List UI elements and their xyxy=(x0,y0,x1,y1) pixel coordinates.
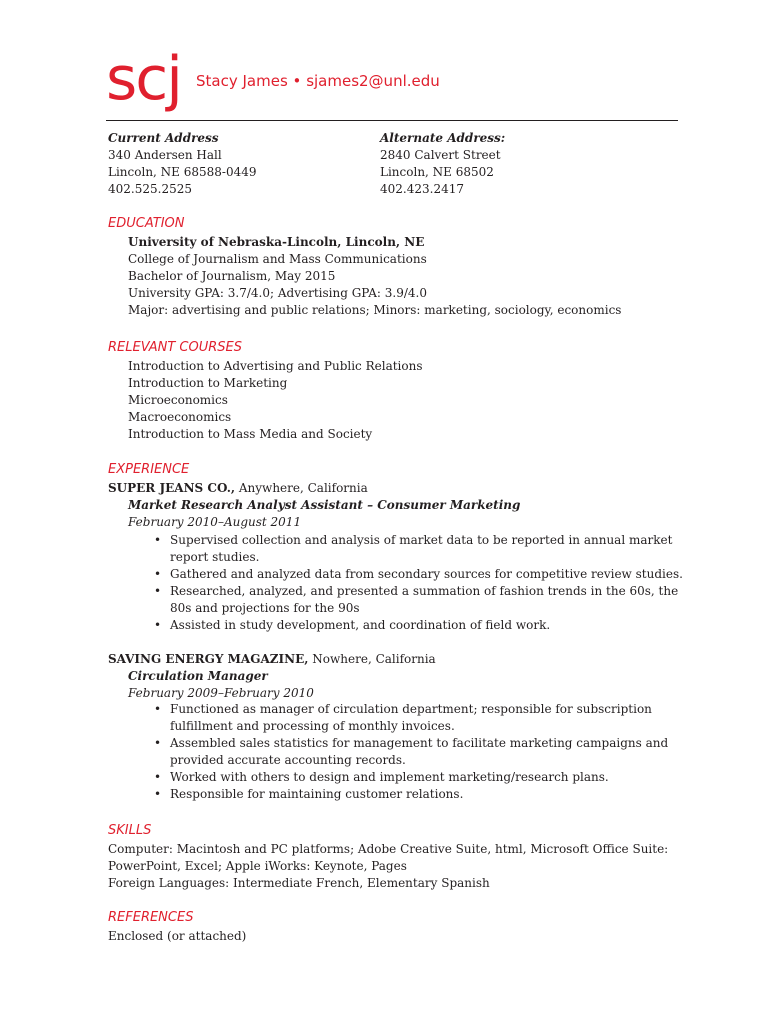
skills-line: Foreign Languages: Intermediate French, Elementary Spanish xyxy=(108,876,490,890)
job-title: Circulation Manager xyxy=(128,669,268,683)
job-company: SUPER JEANS CO., xyxy=(108,481,236,495)
monogram-logo: scj xyxy=(106,44,181,114)
alternate-address-label: Alternate Address: xyxy=(380,131,506,145)
education-line: University GPA: 3.7/4.0; Advertising GPA: 3.9/4.0 xyxy=(128,286,427,300)
education-heading: EDUCATION xyxy=(108,216,185,231)
job-dates: February 2010–August 2011 xyxy=(128,515,302,529)
job-bullets xyxy=(150,532,690,634)
references-heading: REFERENCES xyxy=(108,910,194,925)
job-bullet: • Assembled sales statistics for management to facilitate marketing campaigns and provided accurate accounting records. xyxy=(150,735,690,769)
alternate-address-line2: Lincoln, NE 68502 xyxy=(380,165,494,179)
job-company-line xyxy=(108,480,368,497)
current-address-phone: 402.525.2525 xyxy=(108,182,192,196)
alternate-address-line1: 2840 Calvert Street xyxy=(380,148,501,162)
skills-heading: SKILLS xyxy=(108,823,152,838)
course-item: Microeconomics xyxy=(128,393,228,407)
job-bullet: • Worked with others to design and implement marketing/research plans. xyxy=(150,769,690,786)
job-bullet: • Responsible for maintaining customer relations. xyxy=(150,786,690,803)
job-location: Anywhere, California xyxy=(235,481,368,495)
education-school: University of Nebraska-Lincoln, Lincoln, NE xyxy=(128,235,425,249)
current-address-line1: 340 Andersen Hall xyxy=(108,148,222,162)
current-address-label: Current Address xyxy=(108,131,219,145)
references-text: Enclosed (or attached) xyxy=(108,929,247,943)
job-title: Market Research Analyst Assistant – Consumer Marketing xyxy=(128,498,521,512)
education-line: College of Journalism and Mass Communications xyxy=(128,252,427,266)
experience-heading: EXPERIENCE xyxy=(108,462,190,477)
job-bullet: • Supervised collection and analysis of market data to be reported in annual market report studies. xyxy=(150,532,690,566)
job-company: SAVING ENERGY MAGAZINE, xyxy=(108,652,309,666)
alternate-address-block xyxy=(380,130,505,198)
alternate-address-phone: 402.423.2417 xyxy=(380,182,464,196)
current-address-block xyxy=(108,130,257,198)
job-dates: February 2009–February 2010 xyxy=(128,686,314,700)
header-separator: • xyxy=(292,72,302,90)
education-line: Major: advertising and public relations; Minors: marketing, sociology, economics xyxy=(128,303,622,317)
course-item: Introduction to Mass Media and Society xyxy=(128,427,373,441)
applicant-name: Stacy James xyxy=(196,72,288,90)
header-contact xyxy=(196,72,440,90)
header-rule xyxy=(106,120,678,121)
course-item: Introduction to Marketing xyxy=(128,376,288,390)
job-bullet: • Functioned as manager of circulation department; responsible for subscription fulfillment and processing of monthly invoices. xyxy=(150,701,690,735)
job-company-line xyxy=(108,651,436,668)
job-bullet: • Researched, analyzed, and presented a summation of fashion trends in the 60s, the 80s and projections for the 90s xyxy=(150,583,690,617)
applicant-email[interactable]: sjames2@unl.edu xyxy=(306,72,440,90)
course-item: Introduction to Advertising and Public Relations xyxy=(128,359,423,373)
job-location: Nowhere, California xyxy=(308,652,436,666)
job-bullet: • Gathered and analyzed data from secondary sources for competitive review studies. xyxy=(150,566,690,583)
current-address-line2: Lincoln, NE 68588-0449 xyxy=(108,165,257,179)
job-bullet: • Assisted in study development, and coordination of field work. xyxy=(150,617,690,634)
skills-line: Computer: Macintosh and PC platforms; Adobe Creative Suite, html, Microsoft Office Suite: xyxy=(108,842,669,856)
course-item: Macroeconomics xyxy=(128,410,232,424)
skills-line: PowerPoint, Excel; Apple iWorks: Keynote, Pages xyxy=(108,859,407,873)
courses-heading: RELEVANT COURSES xyxy=(108,340,242,355)
job-bullets xyxy=(150,701,690,803)
education-line: Bachelor of Journalism, May 2015 xyxy=(128,269,336,283)
